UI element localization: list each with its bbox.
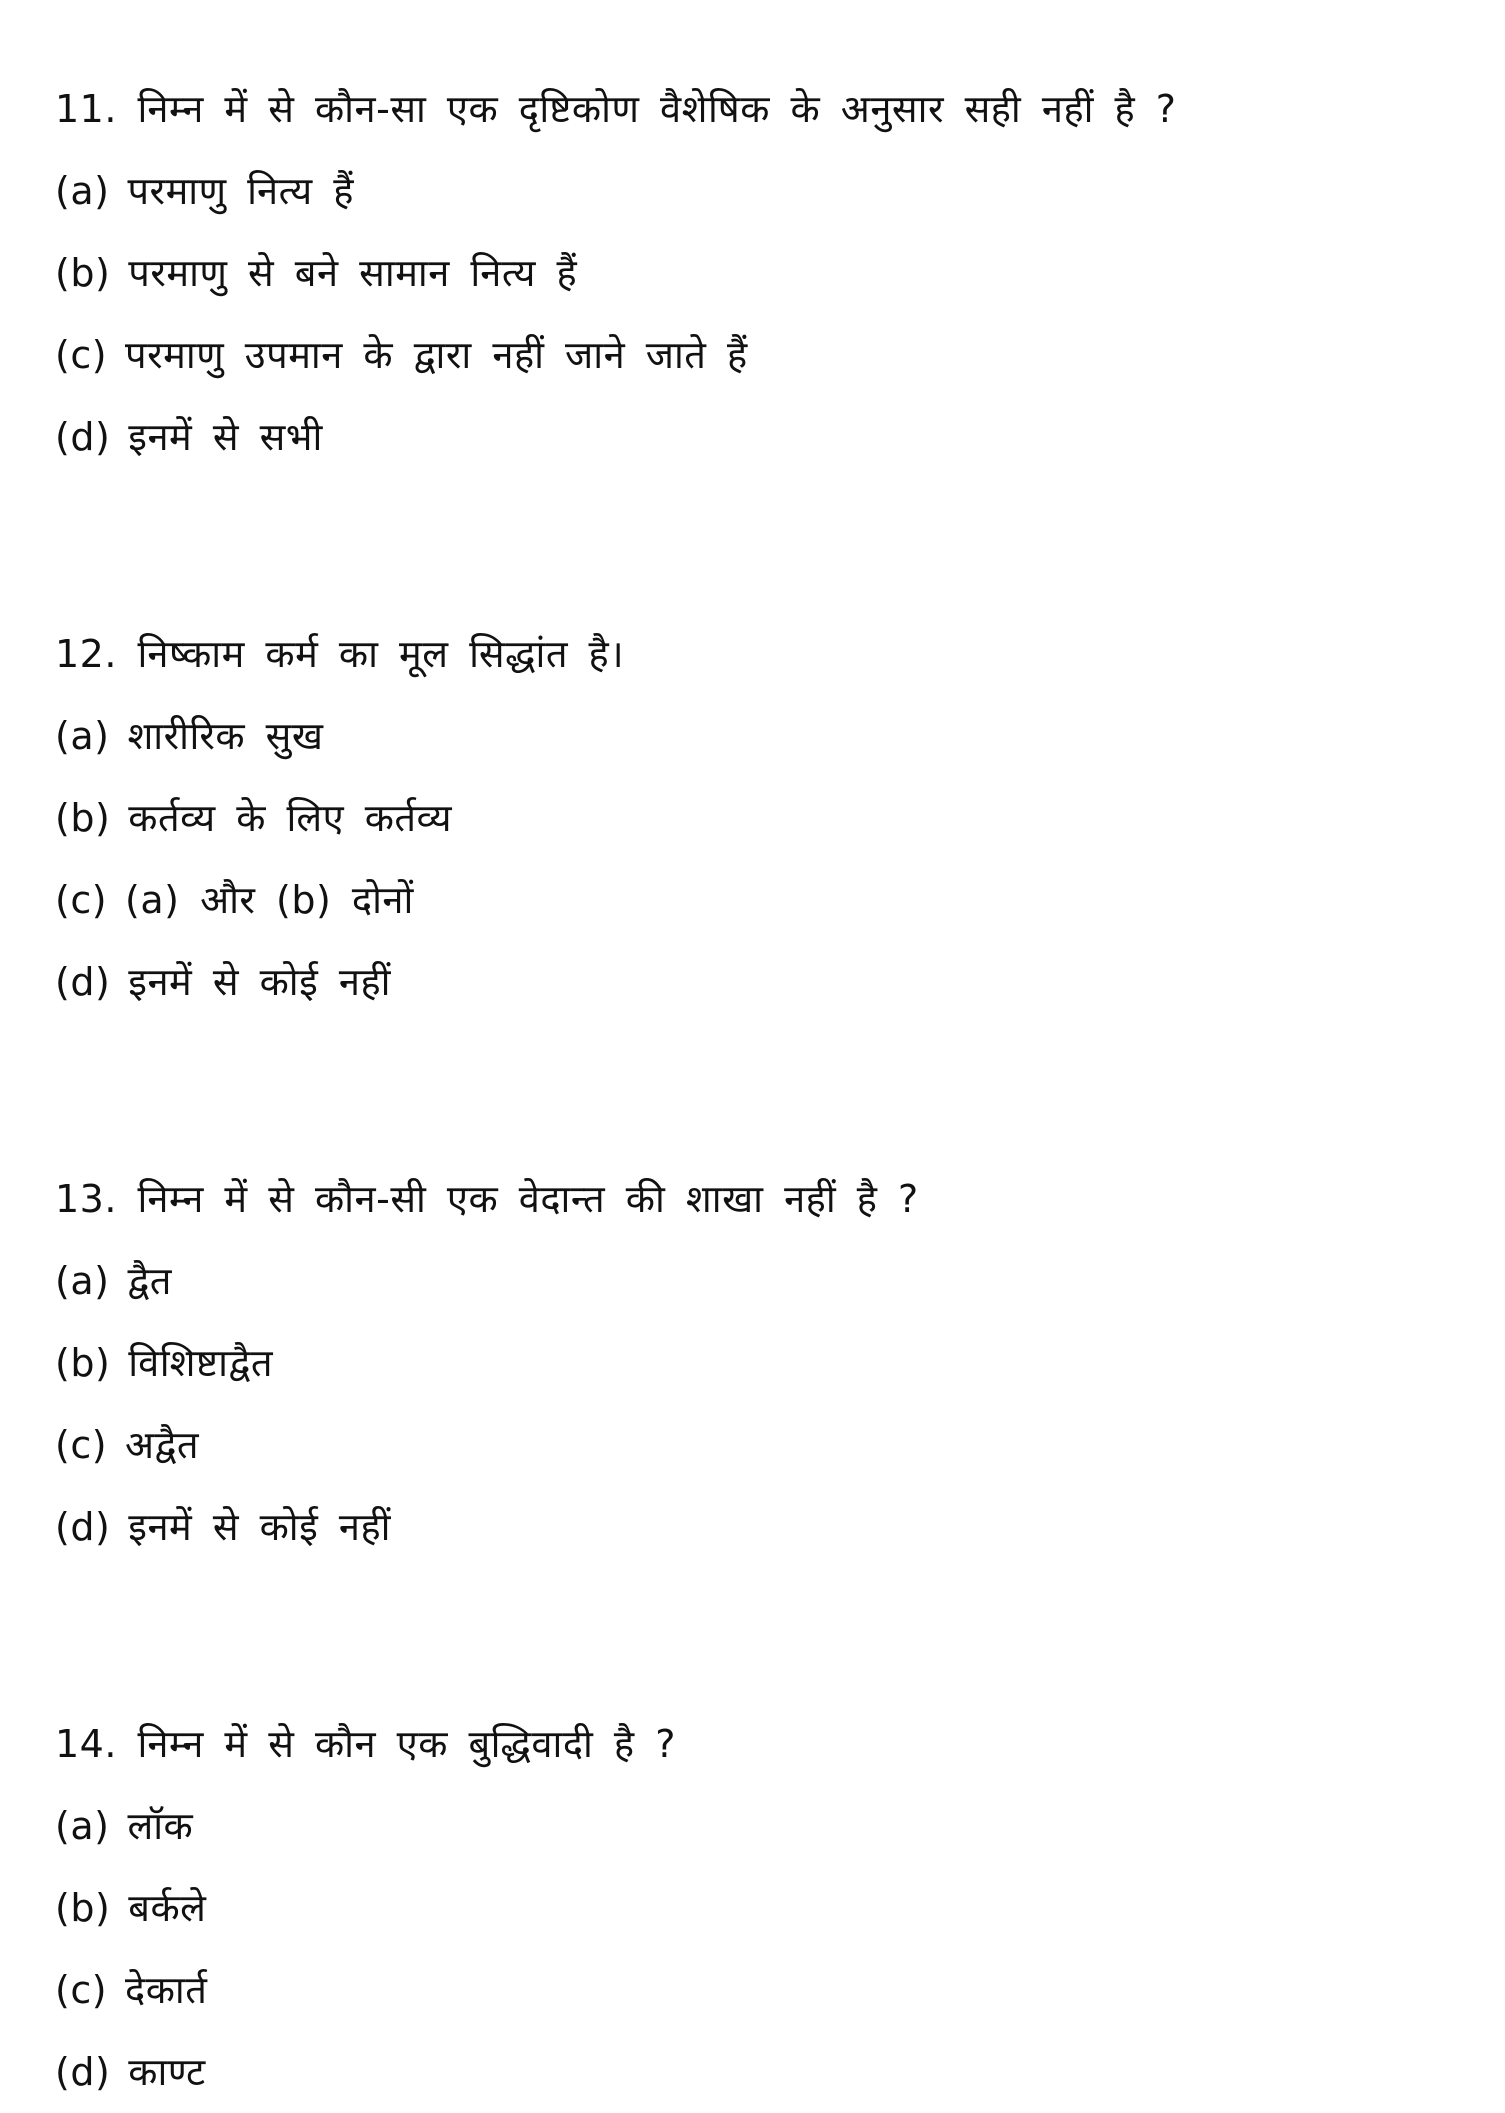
option-text: इनमें से सभी <box>128 415 323 459</box>
question-text: 11. निम्न में से कौन-सा एक दृष्टिकोण वैशेषिक के अनुसार सही नहीं है ? <box>55 87 1177 131</box>
option-text: विशिष्टाद्वैत <box>128 1341 273 1385</box>
option-label: (a) <box>55 1804 110 1848</box>
option-d <box>55 396 1455 478</box>
question-12 <box>55 613 1455 1023</box>
option-text: देकार्त <box>125 1968 208 2012</box>
option-text: काण्ट <box>128 2050 206 2094</box>
option-label: (a) <box>55 169 110 213</box>
question-11 <box>55 68 1455 478</box>
option-a <box>55 150 1455 232</box>
question-13 <box>55 1158 1455 1568</box>
option-label: (b) <box>55 796 111 840</box>
question-text: 14. निम्न में से कौन एक बुद्धिवादी है ? <box>55 1722 676 1766</box>
option-d <box>55 941 1455 1023</box>
option-text: परमाणु नित्य हैं <box>127 169 354 213</box>
question-14 <box>55 1703 1455 2113</box>
option-text: कर्तव्य के लिए कर्तव्य <box>128 796 453 840</box>
option-label: (d) <box>55 1505 111 1549</box>
option-text: बर्कले <box>128 1886 207 1930</box>
option-c <box>55 1404 1455 1486</box>
question-text: 13. निम्न में से कौन-सी एक वेदान्त की शाखा नहीं है ? <box>55 1177 919 1221</box>
option-label: (b) <box>55 1341 111 1385</box>
option-text: लॉक <box>127 1804 194 1848</box>
option-b <box>55 1867 1455 1949</box>
option-text: इनमें से कोई नहीं <box>128 960 391 1004</box>
option-text: इनमें से कोई नहीं <box>128 1505 391 1549</box>
option-c <box>55 859 1455 941</box>
option-label: (b) <box>55 251 111 295</box>
option-a <box>55 1785 1455 1867</box>
option-label: (c) <box>55 878 108 922</box>
option-label: (d) <box>55 960 111 1004</box>
option-d <box>55 1486 1455 1568</box>
question-text: 12. निष्काम कर्म का मूल सिद्धांत है। <box>55 632 625 676</box>
option-b <box>55 777 1455 859</box>
option-text: अद्वैत <box>125 1423 200 1467</box>
option-label: (c) <box>55 1968 108 2012</box>
question-sheet <box>55 68 1455 2113</box>
option-a <box>55 1240 1455 1322</box>
option-label: (d) <box>55 2050 111 2094</box>
option-list <box>55 1240 1455 1568</box>
option-b <box>55 232 1455 314</box>
option-label: (c) <box>55 333 108 377</box>
option-d <box>55 2031 1455 2113</box>
option-label: (a) <box>55 714 110 758</box>
option-c <box>55 314 1455 396</box>
option-a <box>55 695 1455 777</box>
option-list <box>55 695 1455 1023</box>
option-label: (d) <box>55 415 111 459</box>
option-list <box>55 150 1455 478</box>
option-text: परमाणु से बने सामान नित्य हैं <box>128 251 578 295</box>
option-label: (b) <box>55 1886 111 1930</box>
option-b <box>55 1322 1455 1404</box>
option-text: (a) और (b) दोनों <box>125 878 414 922</box>
option-text: द्वैत <box>127 1259 172 1303</box>
option-list <box>55 1785 1455 2113</box>
option-label: (c) <box>55 1423 108 1467</box>
option-label: (a) <box>55 1259 110 1303</box>
option-text: परमाणु उपमान के द्वारा नहीं जाने जाते हैं <box>125 333 748 377</box>
option-c <box>55 1949 1455 2031</box>
option-text: शारीरिक सुख <box>127 714 324 758</box>
